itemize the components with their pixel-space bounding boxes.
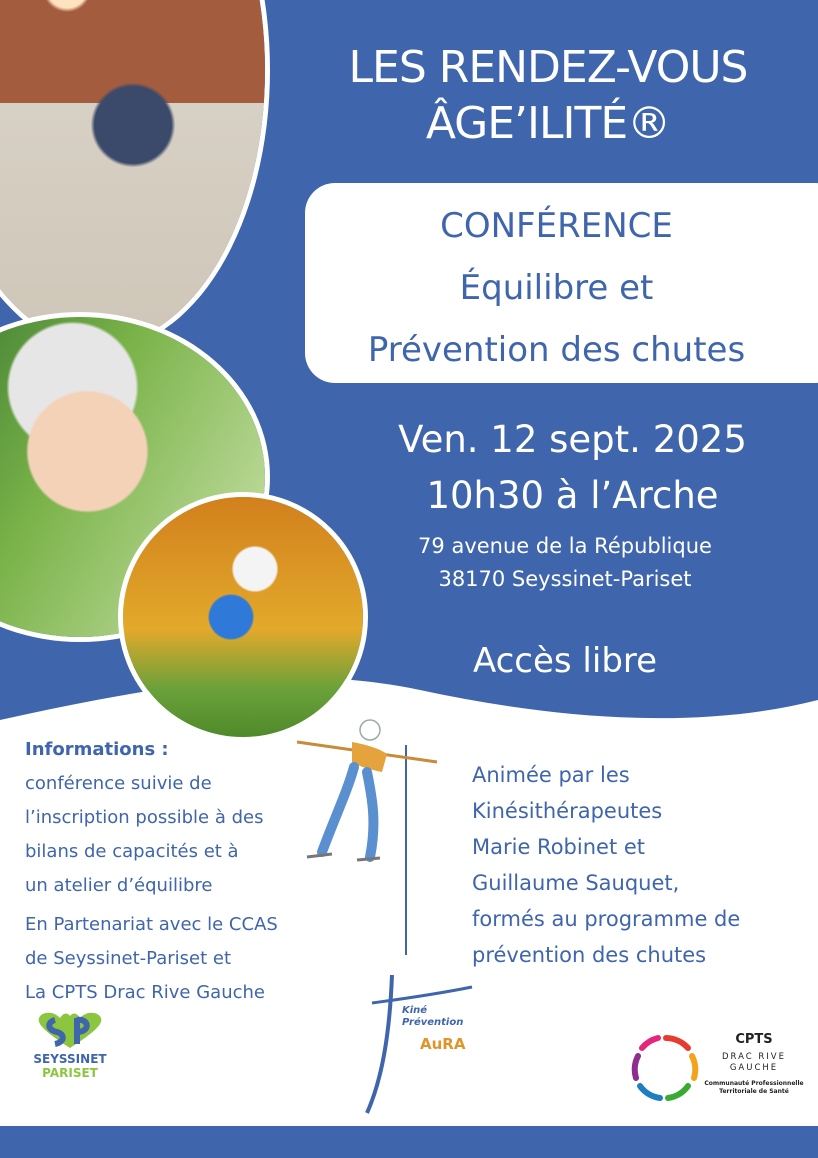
cpts-people-circle-icon [628,1030,704,1106]
animated-line: Animée par les [472,763,630,787]
cpts-sub-1: DRAC RIVE [721,1052,786,1062]
partner-block [25,908,345,1010]
kine-aura: AuRA [420,1035,466,1053]
kine-line-2: Prévention [402,1017,464,1028]
animated-line: formés au programme de [472,907,741,931]
cpts-sub-2: GAUCHE [729,1063,779,1073]
seyssinet-logo [25,1010,115,1080]
partner-line: de Seyssinet-Pariset et [25,948,232,969]
info-heading: Informations : [25,739,169,760]
kine-prevention-logo [362,975,482,1115]
event-datetime [300,412,818,524]
animated-line: Guillaume Sauquet, [472,871,680,895]
animated-by-block [472,757,802,973]
event-time-place: 10h30 à l’Arche [426,474,719,517]
main-title [288,40,808,152]
conference-label: CONFÉRENCE [440,206,673,246]
seyssinet-logo-line-1: SEYSSINET [33,1052,107,1066]
info-line: conférence suivie de [25,773,212,794]
animated-line: Marie Robinet et [472,835,646,859]
kine-line-1: Kiné [402,1005,428,1016]
info-line: bilans de capacités et à [25,841,239,862]
event-address [330,530,800,596]
seyssinet-heart-icon [25,1010,115,1050]
partner-line: En Partenariat avec le CCAS [25,914,278,935]
title-line-2: ÂGE’ILITÉ® [425,98,671,149]
address-line-2: 38170 Seyssinet-Pariset [438,567,692,591]
cpts-logo [628,1030,804,1110]
cpts-name: CPTS [735,1032,773,1047]
cpts-desc-1: Communauté Professionnelle [704,1080,804,1087]
balancing-figure-illustration [292,712,442,867]
info-block [25,733,325,903]
title-line-1: LES RENDEZ-VOUS [348,42,748,93]
event-date: Ven. 12 sept. 2025 [398,418,747,461]
bottom-bar [0,1126,818,1158]
conference-text [305,195,808,381]
partner-line: La CPTS Drac Rive Gauche [25,982,265,1003]
access-info: Accès libre [472,641,658,681]
cpts-desc-2: Territoriale de Santé [719,1088,789,1095]
conference-line-1: Équilibre et [459,268,654,308]
info-line: l’inscription possible à des [25,807,264,828]
info-line: un atelier d’équilibre [25,875,213,896]
conference-line-2: Prévention des chutes [367,330,746,370]
address-line-1: 79 avenue de la République [418,534,712,558]
seyssinet-logo-line-2: PARISET [42,1066,98,1080]
animated-line: Kinésithérapeutes [472,799,663,823]
animated-line: prévention des chutes [472,943,707,967]
